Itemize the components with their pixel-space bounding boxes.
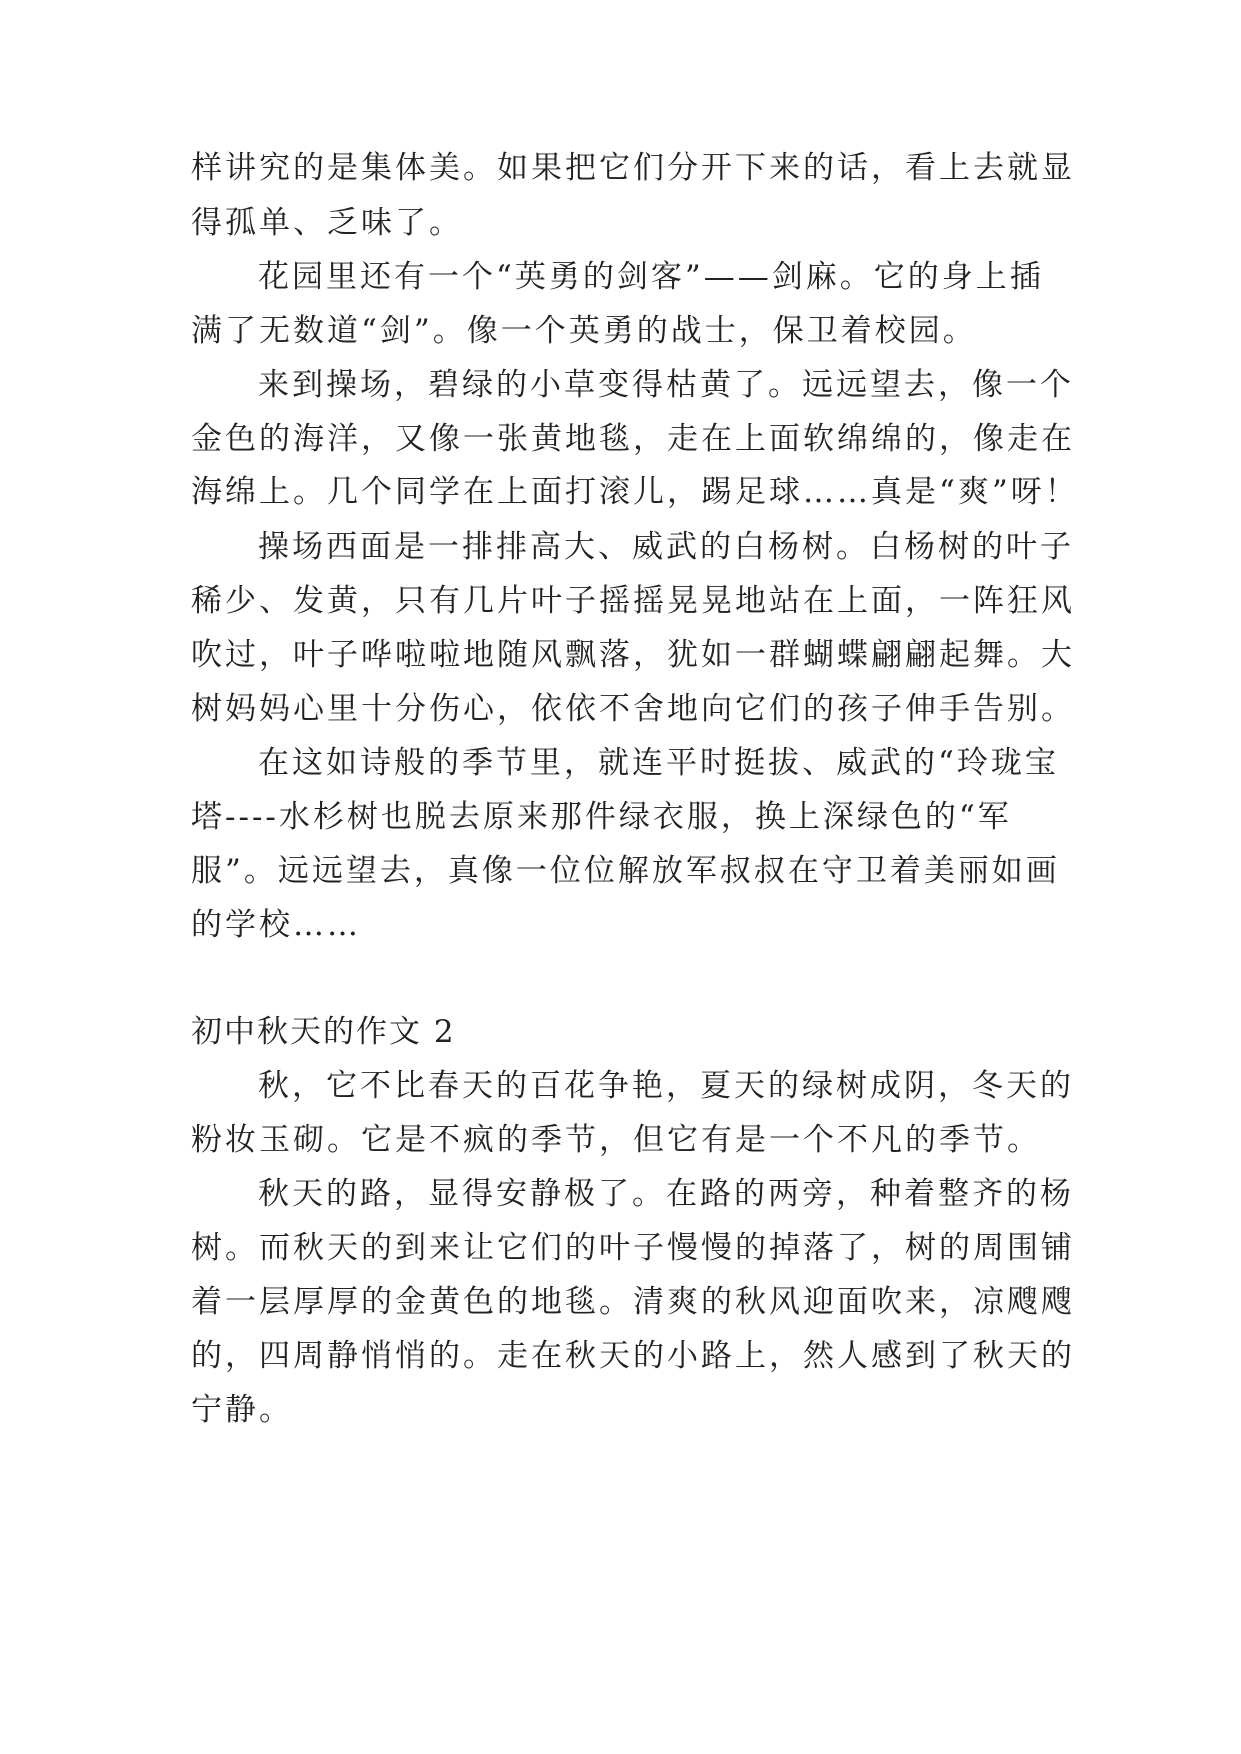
paragraph-start: 来到操场，碧绿的小草变得枯黄了。远远望去，像一个 xyxy=(258,367,1074,403)
paragraph-start: 秋天的路，显得安静极了。在路的两旁，种着整齐的杨 xyxy=(258,1176,1074,1212)
text-line: 稀少、发黄，只有几片叶子摇摇晃晃地站在上面，一阵狂风 xyxy=(191,583,1075,619)
text-line: 粉妆玉砌。它是不疯的季节，但它有是一个不凡的季节。 xyxy=(191,1122,1041,1158)
text-line: 吹过，叶子哗啦啦地随风飘落，犹如一群蝴蝶翩翩起舞。大 xyxy=(191,637,1075,673)
text-line: 树妈妈心里十分伤心，依依不舍地向它们的孩子伸手告别。 xyxy=(191,691,1075,727)
text-line: 塔----水杉树也脱去原来那件绿衣服，换上深绿色的“军 xyxy=(191,799,1012,835)
text-line: 着一层厚厚的金黄色的地毯。清爽的秋风迎面吹来，凉飕飕 xyxy=(191,1284,1075,1320)
paragraph-start: 操场西面是一排排高大、威武的白杨树。白杨树的叶子 xyxy=(258,529,1074,565)
text-line: 得孤单、乏味了。 xyxy=(191,205,463,241)
text-line: 的学校…… xyxy=(191,907,361,943)
text-line: 的，四周静悄悄的。走在秋天的小路上，然人感到了秋天的 xyxy=(191,1338,1075,1374)
paragraph-start: 花园里还有一个“英勇的剑客”——剑麻。它的身上插 xyxy=(258,259,1044,295)
text-line: 服”。远远望去，真像一位位解放军叔叔在守卫着美丽如画 xyxy=(191,853,1060,889)
text-line: 宁静。 xyxy=(191,1392,293,1428)
text-line: 海绵上。几个同学在上面打滚儿，踢足球……真是“爽”呀！ xyxy=(191,474,1079,510)
text-line: 样讲究的是集体美。如果把它们分开下来的话，看上去就显 xyxy=(191,150,1075,186)
text-line: 满了无数道“剑”。像一个英勇的战士，保卫着校园。 xyxy=(191,313,977,349)
paragraph-start: 在这如诗般的季节里，就连平时挺拔、威武的“玲珑宝 xyxy=(258,745,1059,781)
text-line: 树。而秋天的到来让它们的叶子慢慢的掉落了，树的周围铺 xyxy=(191,1230,1075,1266)
text-line: 金色的海洋，又像一张黄地毯，走在上面软绵绵的，像走在 xyxy=(191,421,1075,457)
section-heading: 初中秋天的作文 2 xyxy=(191,1014,456,1050)
paragraph-start: 秋，它不比春天的百花争艳，夏天的绿树成阴，冬天的 xyxy=(258,1068,1074,1104)
